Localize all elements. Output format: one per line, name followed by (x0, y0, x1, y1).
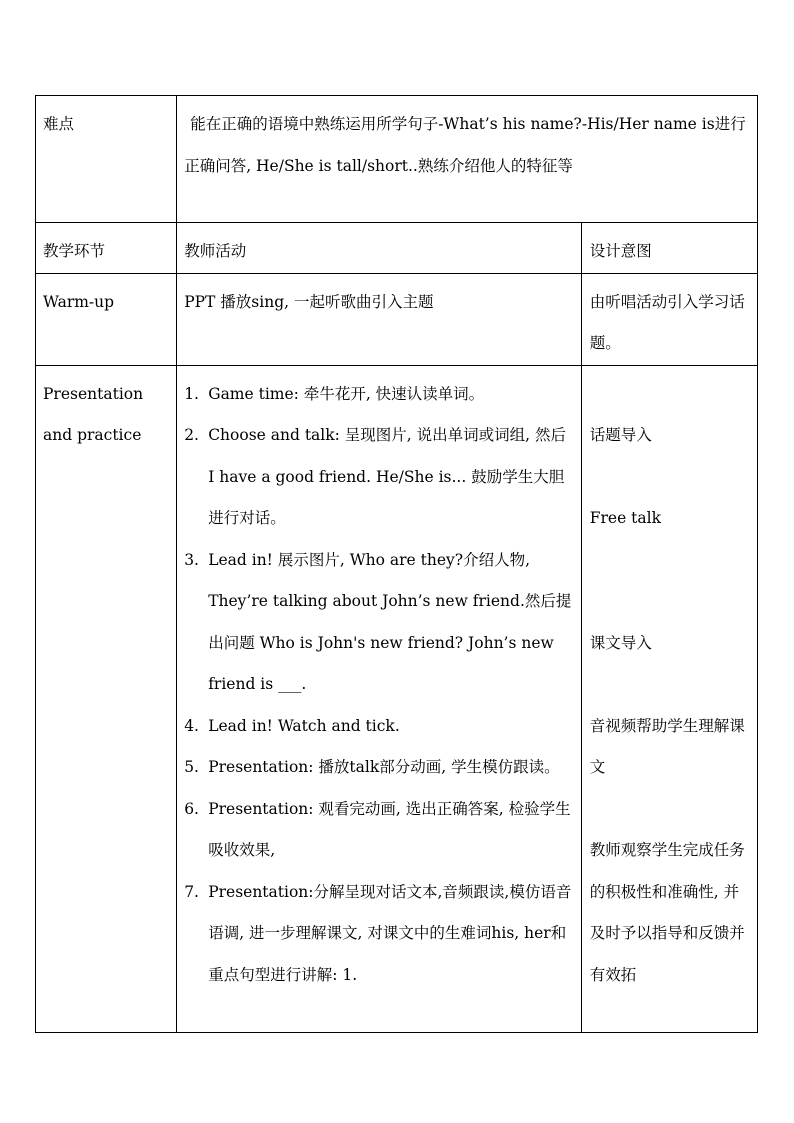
intent-topic-intro: 话题导入 (589, 426, 652, 444)
intent-av-help: 音视频帮助学生理解课文 (589, 716, 745, 776)
intent-text-intro: 课文导入 (589, 633, 652, 652)
warmup-row (36, 273, 758, 365)
header-intent: 设计意图 (589, 242, 652, 260)
lesson-plan-table (35, 95, 758, 1033)
difficulty-label-cell (36, 96, 177, 223)
presentation-row (36, 365, 758, 1032)
warmup-activity: PPT 播放sing, 一起听歌曲引入主题 (184, 292, 434, 311)
header-cell-intent (581, 223, 757, 274)
list-item: 7. Presentation:分解呈现对话文本,音频跟读,模仿语音语调, 进一步理解课文, 对课文中的生难词his, her和重点句型进行讲解: 1. (184, 882, 572, 984)
warmup-stage: Warm-up (43, 292, 115, 311)
header-activity: 教师活动 (184, 242, 247, 260)
list-item: 1. Game time: 牵牛花开, 快速认读单词。 (184, 384, 485, 403)
warmup-intent: 由听唱活动引入学习话题。 (589, 292, 745, 352)
difficulty-content: 能在正确的语境中熟练运用所学句子-What’s his name?-His/Her name is进行正确问答, He/She is tall/short..熟练介绍他人的特征等 (184, 115, 746, 175)
header-cell-stage (36, 223, 177, 274)
difficulty-label: 难点 (43, 115, 75, 133)
presentation-stage-cell (36, 365, 177, 1032)
activity-steps-list (184, 374, 575, 997)
list-item: 3. Lead in! 展示图片, Who are they?介绍人物, They’re talking about John’s new friend.然后提出问题 Who is John's new friend? John’s new friend is ___. (184, 550, 572, 693)
list-item: 2. Choose and talk: 呈现图片, 说出单词或词组, 然后 I have a good friend. He/She is... 鼓励学生大胆进行对话。 (184, 426, 566, 527)
header-cell-activity (177, 223, 582, 274)
warmup-intent-cell (581, 273, 757, 365)
list-item: 4. Lead in! Watch and tick. (184, 716, 400, 735)
intent-free-talk: Free talk (589, 509, 661, 527)
intent-teacher-observe: 教师观察学生完成任务的积极性和准确性, 并及时予以指导和反馈并有效拓 (589, 841, 745, 984)
presentation-intent-cell (581, 365, 757, 1032)
warmup-activity-cell (177, 273, 582, 365)
warmup-stage-cell (36, 273, 177, 365)
difficulty-content-cell (177, 96, 758, 223)
difficulty-row (36, 96, 758, 223)
header-stage: 教学环节 (43, 242, 106, 260)
list-item: 6. Presentation: 观看完动画, 选出正确答案, 检验学生吸收效果, (184, 799, 571, 859)
header-row (36, 223, 758, 274)
presentation-activity-cell (177, 365, 582, 1032)
list-item: 5. Presentation: 播放talk部分动画, 学生模仿跟读。 (184, 758, 560, 776)
presentation-stage: Presentation and practice (43, 384, 144, 444)
